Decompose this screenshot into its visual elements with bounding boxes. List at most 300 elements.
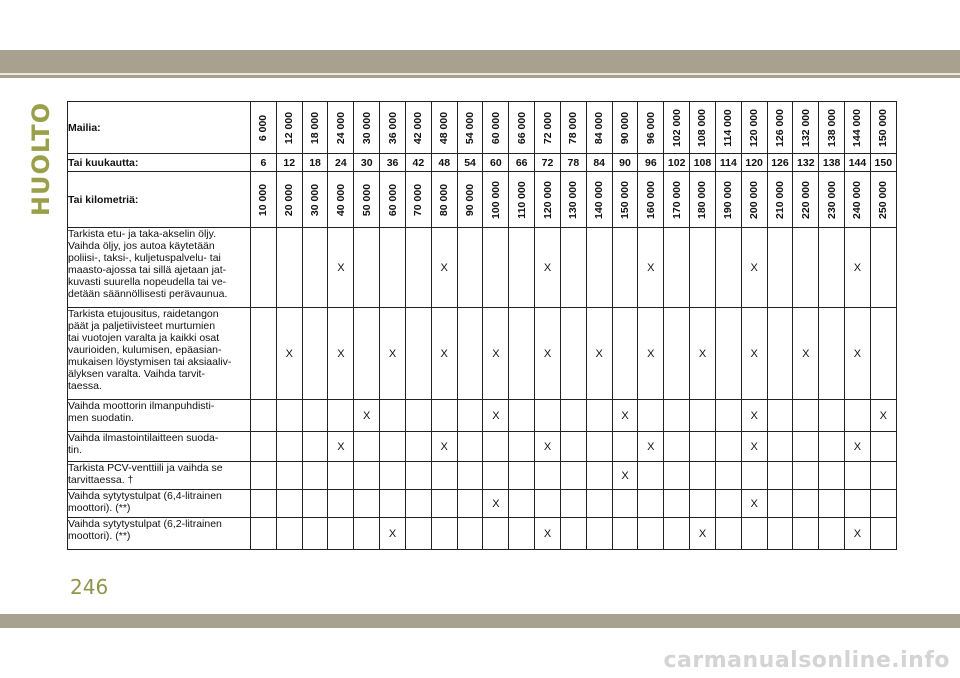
service-mark: [380, 462, 406, 490]
service-row: [68, 462, 897, 490]
service-mark: X: [483, 308, 509, 400]
km-row-cell: [741, 172, 767, 228]
service-mark: [870, 308, 896, 400]
service-mark: [638, 490, 664, 518]
months-row-value: 126: [767, 154, 793, 172]
miles-row-cell: [431, 102, 457, 154]
miles-row-value: 126 000: [773, 108, 786, 147]
header-stripe: [0, 73, 960, 75]
service-mark: X: [845, 518, 871, 550]
service-mark: [819, 462, 845, 490]
service-mark: [870, 228, 896, 308]
km-row-cell: [431, 172, 457, 228]
service-mark: X: [741, 308, 767, 400]
service-mark: X: [431, 228, 457, 308]
miles-row-value: 60 000: [489, 111, 502, 144]
service-mark: [457, 400, 483, 432]
miles-row-value: 102 000: [670, 108, 683, 147]
service-description-line: moottori). (**): [68, 530, 131, 542]
service-mark: [276, 518, 302, 550]
km-row: [68, 172, 897, 228]
watermark: carmanualsonline.info: [663, 648, 950, 673]
service-row: [68, 228, 897, 308]
service-mark: [457, 228, 483, 308]
miles-row-cell: [457, 102, 483, 154]
service-mark: X: [690, 518, 716, 550]
service-mark: [560, 308, 586, 400]
km-row-value: 120 000: [541, 180, 554, 219]
service-mark: [664, 308, 690, 400]
km-row-value: 100 000: [489, 180, 502, 219]
miles-row-cell: [535, 102, 561, 154]
miles-row-cell: [664, 102, 690, 154]
km-row-cell: [251, 172, 277, 228]
miles-row-cell: [690, 102, 716, 154]
km-row-value: 40 000: [334, 183, 347, 216]
service-mark: [405, 490, 431, 518]
service-mark: [664, 432, 690, 462]
miles-row-cell: [741, 102, 767, 154]
service-mark: [560, 432, 586, 462]
service-mark: X: [483, 400, 509, 432]
service-description: [68, 518, 251, 550]
service-mark: [690, 490, 716, 518]
service-mark: [586, 490, 612, 518]
service-mark: [767, 462, 793, 490]
miles-row-value: 6 000: [257, 114, 270, 141]
service-mark: [509, 308, 535, 400]
km-row-cell: [457, 172, 483, 228]
km-row-value: 130 000: [567, 180, 580, 219]
km-row-cell: [560, 172, 586, 228]
service-mark: X: [483, 490, 509, 518]
miles-row-value: 54 000: [464, 111, 477, 144]
service-mark: [741, 518, 767, 550]
km-row-value: 170 000: [670, 180, 683, 219]
km-row-label: Tai kilometriä:: [68, 172, 251, 228]
months-row-value: 150: [870, 154, 896, 172]
service-mark: [715, 462, 741, 490]
months-row-value: 48: [431, 154, 457, 172]
months-row-value: 12: [276, 154, 302, 172]
km-row-cell: [638, 172, 664, 228]
miles-row-label: Mailia:: [68, 102, 251, 154]
service-row: [68, 308, 897, 400]
service-row: [68, 518, 897, 550]
service-mark: [509, 462, 535, 490]
km-row-value: 90 000: [464, 183, 477, 216]
km-row-cell: [586, 172, 612, 228]
service-mark: [457, 518, 483, 550]
service-mark: X: [328, 308, 354, 400]
service-mark: [276, 490, 302, 518]
service-mark: [328, 518, 354, 550]
service-mark: [560, 228, 586, 308]
km-row-cell: [509, 172, 535, 228]
service-description-line: Vaihda ilmastointilaitteen suoda-: [68, 432, 219, 444]
service-mark: X: [328, 228, 354, 308]
service-mark: [586, 432, 612, 462]
service-description-line: Tarkista etujousitus, raidetangon: [68, 308, 219, 320]
service-mark: [405, 518, 431, 550]
months-row-value: 24: [328, 154, 354, 172]
service-description-line: päät ja paljetiivisteet murtumien: [68, 320, 216, 332]
service-mark: [354, 518, 380, 550]
km-row-cell: [870, 172, 896, 228]
service-mark: [612, 308, 638, 400]
service-mark: [483, 228, 509, 308]
service-description-line: taessa.: [68, 380, 102, 392]
service-mark: [793, 490, 819, 518]
service-mark: [276, 400, 302, 432]
km-row-value: 150 000: [619, 180, 631, 219]
service-mark: [535, 462, 561, 490]
km-row-value: 70 000: [412, 183, 425, 216]
service-mark: X: [354, 400, 380, 432]
service-mark: [767, 518, 793, 550]
service-mark: X: [793, 308, 819, 400]
service-mark: X: [741, 432, 767, 462]
service-description: [68, 228, 251, 308]
service-description-line: Vaihda sytytystulpat (6,2-litrainen: [68, 518, 222, 530]
months-row-value: 66: [509, 154, 535, 172]
km-row-value: 80 000: [438, 183, 451, 216]
service-mark: [664, 518, 690, 550]
service-mark: [302, 308, 328, 400]
service-mark: [302, 462, 328, 490]
service-mark: X: [638, 308, 664, 400]
service-description-line: kuvasti suurella nopeudella tai ve-: [68, 276, 227, 288]
service-mark: [664, 490, 690, 518]
miles-row-cell: [483, 102, 509, 154]
service-mark: [354, 490, 380, 518]
km-row-value: 180 000: [696, 180, 709, 219]
service-mark: [560, 518, 586, 550]
miles-row-cell: [302, 102, 328, 154]
service-mark: X: [431, 432, 457, 462]
service-mark: [612, 518, 638, 550]
miles-row-value: 24 000: [334, 111, 347, 144]
km-row-value: 10 000: [257, 183, 270, 216]
miles-row-cell: [793, 102, 819, 154]
months-row-value: 120: [741, 154, 767, 172]
service-mark: [819, 400, 845, 432]
service-mark: [690, 400, 716, 432]
service-mark: [354, 228, 380, 308]
service-description: [68, 490, 251, 518]
service-mark: [457, 490, 483, 518]
section-tab: HUOLTO: [27, 102, 55, 217]
service-description-line: mukaisen löystymisen tai aksiaaliv-: [68, 356, 232, 368]
km-row-cell: [354, 172, 380, 228]
months-row-value: 102: [664, 154, 690, 172]
miles-row-value: 114 000: [722, 108, 735, 147]
service-mark: [793, 432, 819, 462]
service-mark: [405, 228, 431, 308]
service-mark: [354, 308, 380, 400]
km-row-cell: [690, 172, 716, 228]
service-row: [68, 490, 897, 518]
km-row-cell: [793, 172, 819, 228]
km-row-value: 50 000: [360, 183, 373, 216]
service-description-line: Tarkista etu- ja taka-akselin öljy.: [68, 228, 217, 240]
service-mark: [586, 518, 612, 550]
service-mark: X: [845, 228, 871, 308]
service-description: [68, 432, 251, 462]
service-description-line: men suodatin.: [68, 412, 134, 424]
service-mark: [690, 432, 716, 462]
service-description-line: detään säännöllisesti perävaunua.: [68, 288, 228, 300]
service-mark: [251, 462, 277, 490]
km-row-value: 230 000: [825, 180, 838, 219]
service-description: [68, 400, 251, 432]
service-mark: X: [845, 432, 871, 462]
service-mark: [302, 400, 328, 432]
miles-row-cell: [870, 102, 896, 154]
service-mark: [638, 400, 664, 432]
months-row-value: 6: [251, 154, 277, 172]
miles-row-cell: [715, 102, 741, 154]
miles-row-value: 36 000: [386, 111, 399, 144]
months-row-value: 72: [535, 154, 561, 172]
service-description-line: poliisi-, taksi-, kuljetuspalvelu- tai: [68, 252, 221, 264]
service-mark: X: [741, 228, 767, 308]
service-mark: [483, 518, 509, 550]
service-mark: [380, 228, 406, 308]
service-mark: X: [380, 308, 406, 400]
km-row-cell: [612, 172, 638, 228]
months-row-value: 84: [586, 154, 612, 172]
service-mark: [276, 462, 302, 490]
service-mark: [715, 518, 741, 550]
miles-row-value: 18 000: [309, 111, 322, 144]
service-mark: [328, 462, 354, 490]
service-mark: [457, 308, 483, 400]
service-mark: [509, 400, 535, 432]
service-mark: [509, 518, 535, 550]
service-mark: X: [690, 308, 716, 400]
months-row-value: 108: [690, 154, 716, 172]
service-mark: X: [535, 432, 561, 462]
service-row: [68, 400, 897, 432]
service-description-line: vaurioiden, kulumisen, epäasian-: [68, 344, 222, 356]
service-mark: [483, 432, 509, 462]
miles-row-cell: [819, 102, 845, 154]
service-mark: [586, 462, 612, 490]
service-mark: [354, 432, 380, 462]
km-row-cell: [819, 172, 845, 228]
service-mark: [586, 228, 612, 308]
months-row-value: 114: [715, 154, 741, 172]
service-mark: [793, 400, 819, 432]
service-mark: [431, 462, 457, 490]
months-row-value: 78: [560, 154, 586, 172]
months-row-value: 138: [819, 154, 845, 172]
service-mark: [793, 518, 819, 550]
miles-row-cell: [509, 102, 535, 154]
service-row: [68, 432, 897, 462]
service-mark: [690, 462, 716, 490]
miles-row-value: 138 000: [825, 108, 838, 147]
service-mark: [251, 228, 277, 308]
service-mark: [715, 228, 741, 308]
service-mark: [612, 490, 638, 518]
months-row: [68, 154, 897, 172]
service-mark: [664, 462, 690, 490]
service-mark: [251, 308, 277, 400]
service-mark: [741, 462, 767, 490]
service-mark: X: [431, 308, 457, 400]
miles-row-cell: [586, 102, 612, 154]
service-mark: [715, 400, 741, 432]
service-mark: [612, 432, 638, 462]
service-mark: [767, 490, 793, 518]
service-mark: [638, 462, 664, 490]
km-row-cell: [664, 172, 690, 228]
service-mark: [276, 432, 302, 462]
service-mark: [767, 228, 793, 308]
service-mark: [302, 228, 328, 308]
service-mark: [767, 400, 793, 432]
service-description-line: moottori). (**): [68, 502, 131, 514]
miles-row-value: 72 000: [541, 111, 554, 144]
service-mark: [586, 400, 612, 432]
service-mark: X: [328, 432, 354, 462]
km-row-value: 250 000: [877, 180, 890, 219]
km-row-cell: [380, 172, 406, 228]
service-mark: [845, 462, 871, 490]
km-row-cell: [535, 172, 561, 228]
service-description-line: Vaihda öljy, jos autoa käytetään: [68, 240, 215, 252]
miles-row-cell: [560, 102, 586, 154]
service-description: [68, 308, 251, 400]
service-mark: [483, 462, 509, 490]
service-mark: [302, 518, 328, 550]
service-description-line: tai vuotojen varalta ja kaikki osat: [68, 332, 220, 344]
service-mark: X: [638, 432, 664, 462]
service-mark: X: [612, 400, 638, 432]
service-mark: [870, 432, 896, 462]
months-row-value: 18: [302, 154, 328, 172]
miles-row-value: 66 000: [515, 111, 528, 144]
km-row-value: 20 000: [283, 183, 296, 216]
months-row-value: 132: [793, 154, 819, 172]
miles-row-cell: [845, 102, 871, 154]
km-row-value: 220 000: [799, 180, 812, 219]
service-description-line: Vaihda moottorin ilmanpuhdisti-: [68, 400, 215, 412]
service-mark: [380, 490, 406, 518]
km-row-cell: [328, 172, 354, 228]
months-row-value: 30: [354, 154, 380, 172]
miles-row-cell: [276, 102, 302, 154]
service-mark: [405, 308, 431, 400]
months-row-value: 42: [405, 154, 431, 172]
km-row-cell: [845, 172, 871, 228]
top-header-band: [0, 50, 960, 78]
service-mark: X: [586, 308, 612, 400]
service-mark: [405, 432, 431, 462]
service-mark: [715, 490, 741, 518]
miles-row-value: 144 000: [851, 108, 864, 147]
service-mark: [819, 308, 845, 400]
service-mark: [457, 462, 483, 490]
service-mark: [715, 308, 741, 400]
service-mark: [251, 432, 277, 462]
service-description: [68, 462, 251, 490]
service-mark: [302, 432, 328, 462]
miles-row-value: 108 000: [696, 108, 709, 147]
km-row-cell: [767, 172, 793, 228]
service-mark: [251, 490, 277, 518]
service-mark: [560, 490, 586, 518]
km-row-value: 240 000: [851, 180, 864, 219]
miles-row-cell: [405, 102, 431, 154]
service-description-line: Tarkista PCV-venttiili ja vaihda se: [68, 462, 223, 474]
service-mark: [431, 400, 457, 432]
bottom-band: [0, 614, 960, 628]
miles-row-value: 90 000: [619, 111, 631, 144]
service-mark: [509, 490, 535, 518]
service-mark: X: [870, 400, 896, 432]
service-mark: [560, 400, 586, 432]
service-mark: [845, 400, 871, 432]
km-row-value: 60 000: [386, 183, 399, 216]
km-row-value: 190 000: [722, 180, 735, 219]
miles-row-value: 12 000: [283, 111, 296, 144]
km-row-value: 210 000: [773, 180, 786, 219]
service-mark: [870, 490, 896, 518]
service-mark: [767, 432, 793, 462]
miles-row-cell: [354, 102, 380, 154]
service-mark: [612, 228, 638, 308]
miles-row-value: 42 000: [412, 111, 425, 144]
service-mark: X: [845, 308, 871, 400]
service-mark: [767, 308, 793, 400]
service-mark: [457, 432, 483, 462]
months-row-value: 144: [845, 154, 871, 172]
service-mark: X: [741, 400, 767, 432]
service-mark: [793, 228, 819, 308]
service-description-line: tarvittaessa. †: [68, 474, 134, 486]
page-number: 246: [70, 575, 109, 599]
service-mark: [664, 400, 690, 432]
km-row-cell: [715, 172, 741, 228]
service-mark: X: [638, 228, 664, 308]
service-description-line: älyksen varalta. Vaihda tarvit-: [68, 368, 205, 380]
miles-row-value: 78 000: [567, 111, 580, 144]
months-row-value: 36: [380, 154, 406, 172]
service-mark: X: [535, 308, 561, 400]
service-mark: [845, 490, 871, 518]
miles-row-cell: [767, 102, 793, 154]
months-row-value: 90: [612, 154, 638, 172]
miles-row-cell: [638, 102, 664, 154]
miles-row-cell: [328, 102, 354, 154]
months-row-value: 60: [483, 154, 509, 172]
service-mark: [302, 490, 328, 518]
months-row-value: 54: [457, 154, 483, 172]
miles-row: [68, 102, 897, 154]
miles-row-value: 120 000: [748, 108, 761, 147]
service-mark: X: [380, 518, 406, 550]
service-mark: [560, 462, 586, 490]
km-row-cell: [483, 172, 509, 228]
km-row-cell: [405, 172, 431, 228]
maintenance-schedule-table: [67, 101, 897, 550]
km-row-value: 200 000: [748, 180, 761, 219]
months-row-value: 96: [638, 154, 664, 172]
months-row-label: Tai kuukautta:: [68, 154, 251, 172]
